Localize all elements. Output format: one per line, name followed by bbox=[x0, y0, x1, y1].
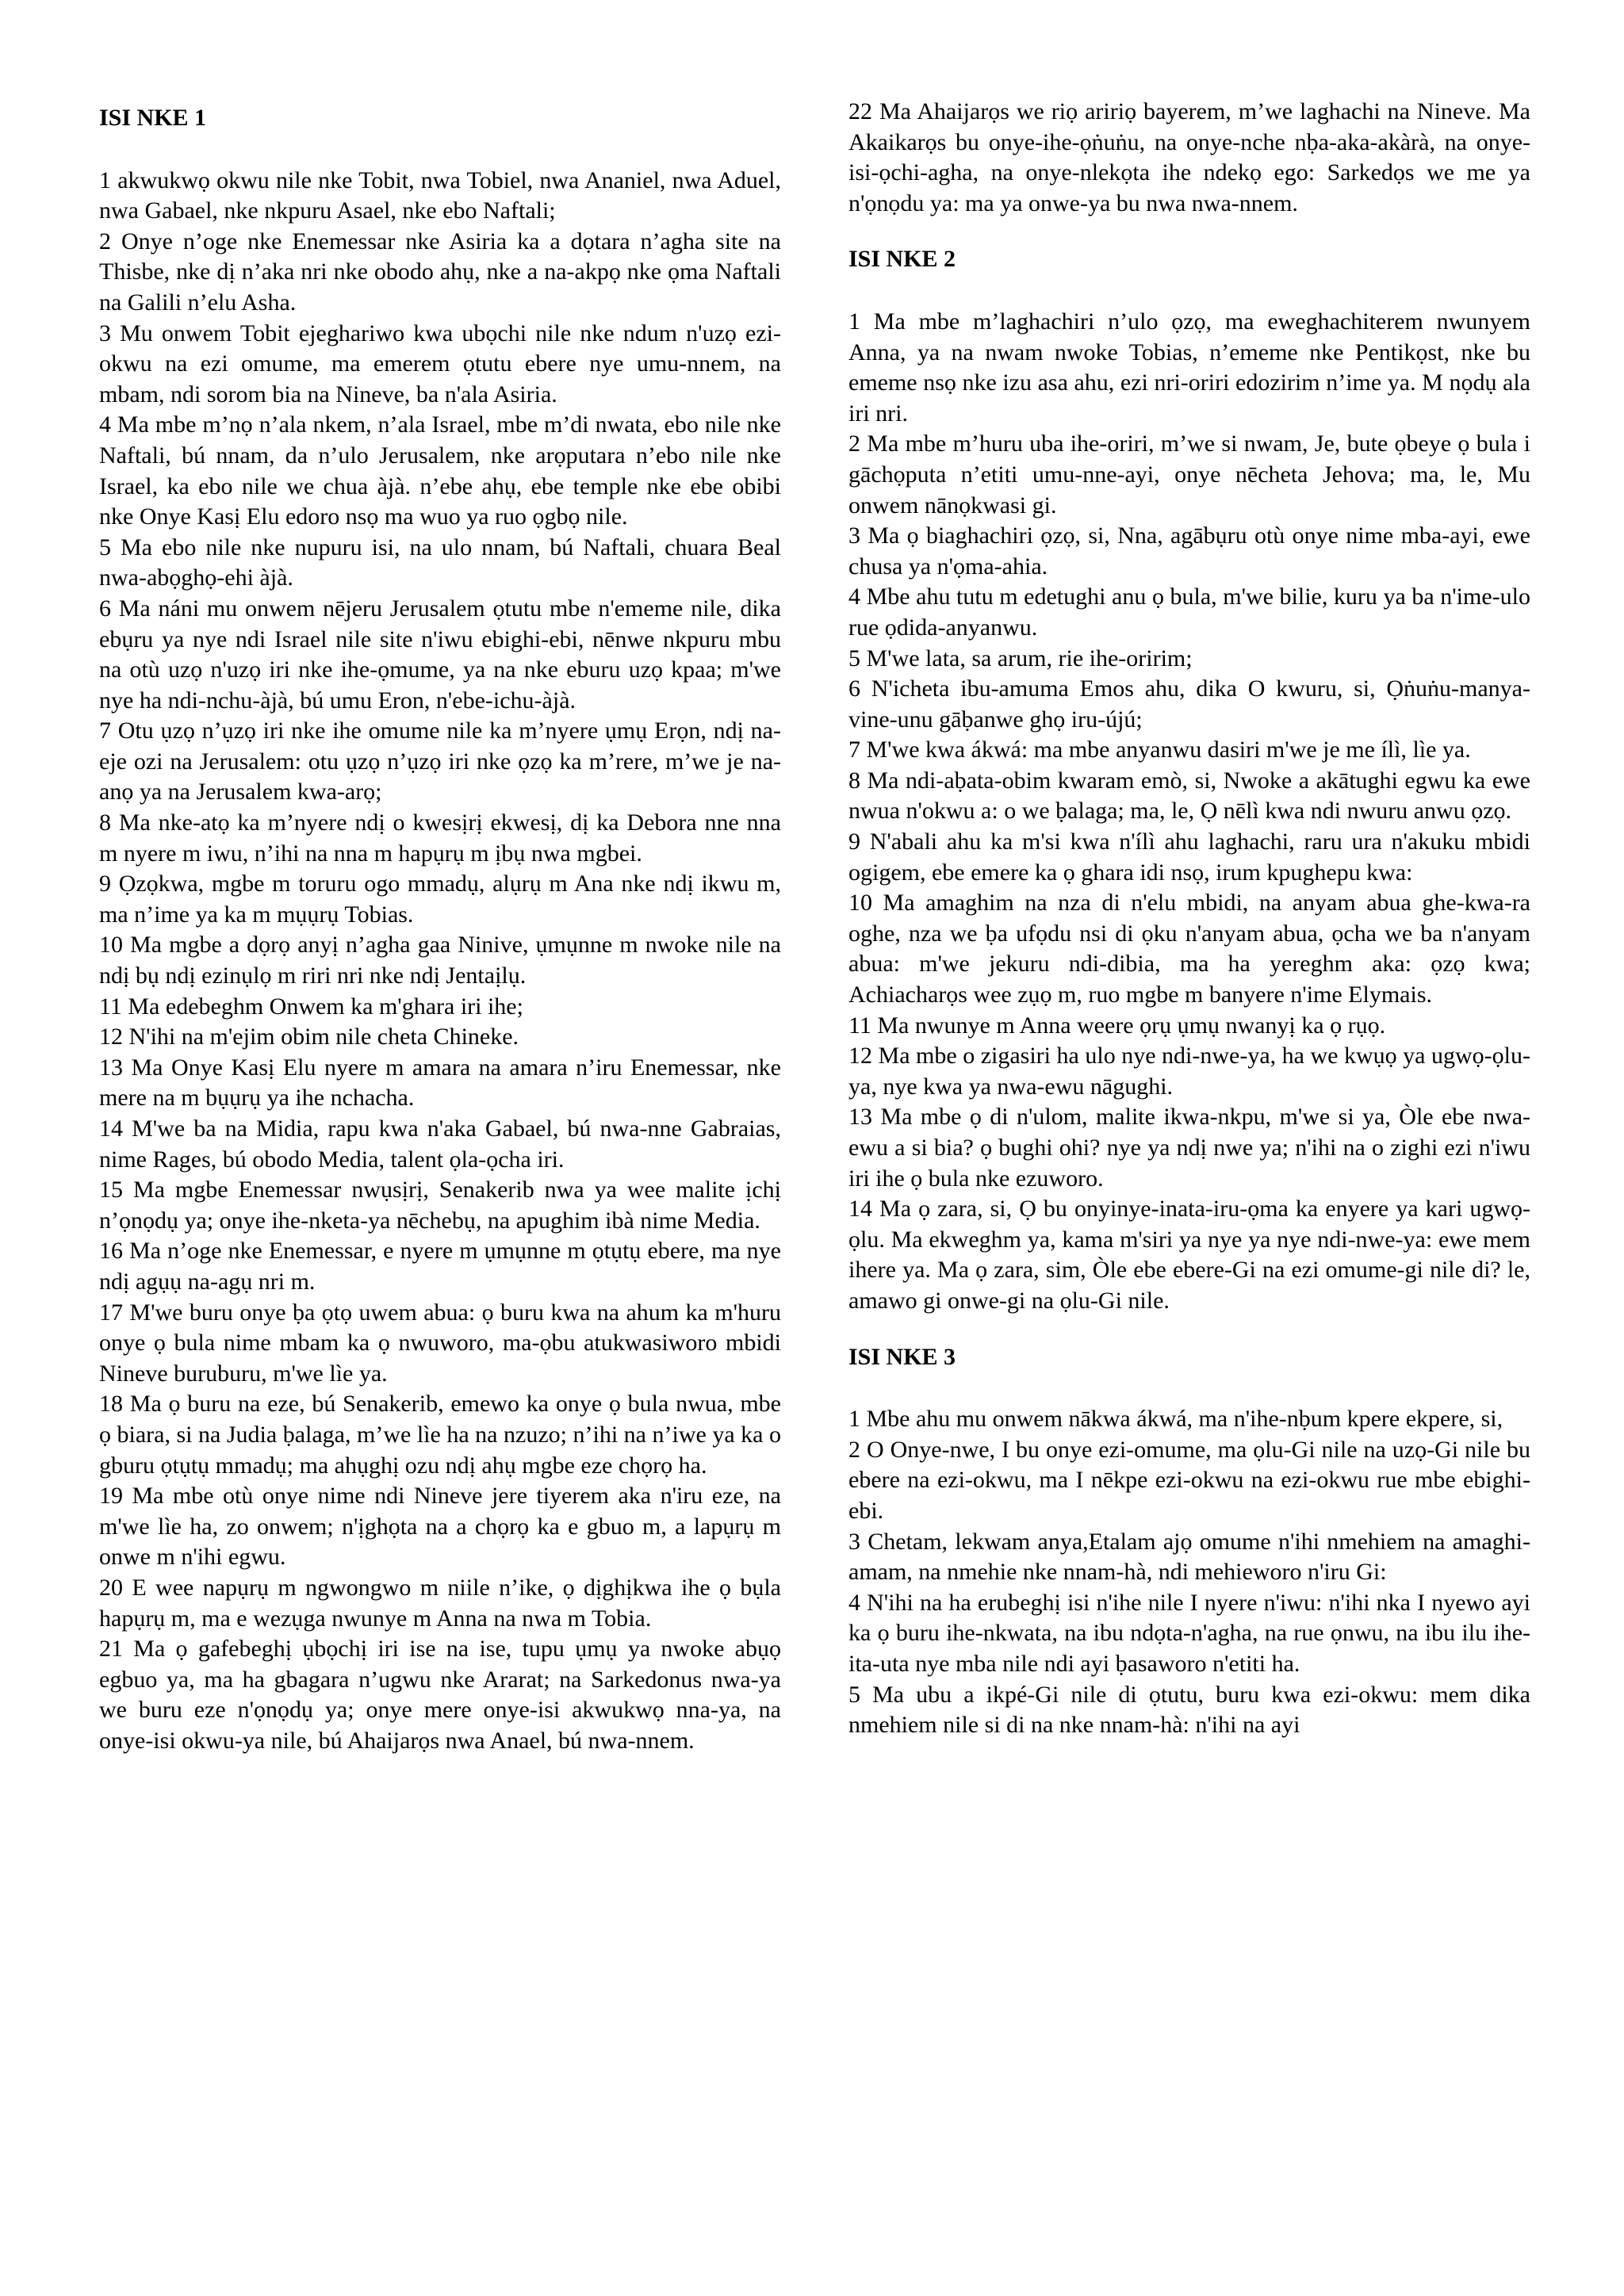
verse: 22 Ma Ahaijarọs we riọ aririọ bayerem, m’we laghachi na Nineve. Ma Akaikarọs bu onye-ihe-ọṅuṅu, na onye-nche nḅa-aka-akàrà, na onye-isi-ọchi-agha, na onye-nlekọta ihe ndekọ ego: Sarkedọs we me ya n'ọnọdu ya: ma ya onwe-ya bu nwa nwa-nnem. bbox=[848, 98, 1530, 216]
verse: 9 N'abali ahu ka m'si kwa n'ílì ahu laghachi, raru ura n'akuku mbidi ogigem, ebe emere ka ọ ghara idi nsọ, irum kpughepu kwa: bbox=[848, 828, 1530, 886]
verse: 7 M'we kwa ákwá: ma mbe anyanwu dasiri m'we je me ílì, lìe ya. bbox=[848, 737, 1471, 763]
verse: 19 Ma mbe otù onye nime ndi Nineve jere tiyerem aka n'iru eze, na m'we lìe ha, zo onwem; n'ịghọta na a chọrọ ka e gbuo m, a lapụrụ m onwe m n'ihi egwu. bbox=[99, 1483, 781, 1571]
chapter-section bbox=[848, 1342, 1530, 1741]
verse: 6 Ma náni mu onwem nējeru Jerusalem ọtutu mbe n'ememe nile, dika ebụru ya nye ndi Israel nile site n'iwu ebighi-ebi, nēnwe nkpuru mbu na otù uzọ n'uzọ iri nke ihe-ọmume, ya na nke eburu uzọ kpaa; m'we nye ha ndi-nchu-àjà, bú umu Eron, n'ebe-ichu-àjà. bbox=[99, 595, 781, 714]
verse: 13 Ma Onye Kasị Elu nyere m amara na amara n’iru Enemessar, nke mere na m bụụrụ ya ihe nchacha. bbox=[99, 1054, 781, 1112]
verse: 21 Ma ọ gafebeghị ụbọchị iri ise na ise, tupu ụmụ ya nwoke abụọ egbuo ya, ma ha gbagara n’ugwu nke Ararat; na Sarkedonus nwa-ya we buru eze n'ọnọdụ ya; onye mere onye-isi akwukwọ nna-ya, na onye-isi okwu-ya nile, bú Ahaijarọs nwa Anael, bú nwa-nnem. bbox=[99, 1636, 781, 1754]
chapter-section bbox=[848, 244, 1530, 1316]
verse: 3 Ma ọ biaghachiri ọzọ, si, Nna, agābụru otù onye nime mba-ayi, ewe chusa ya n'ọma-ahia. bbox=[848, 522, 1530, 580]
verse: 3 Chetam, lekwam anya,Etalam ajọ omume n'ihi nmehiem na amaghi-amam, na nmehie nke nnam-hà, ndi mehieworo n'iru Gi: bbox=[848, 1528, 1530, 1586]
verse: 4 N'ihi na ha erubeghị isi n'ihe nile I nyere n'iwu: n'ihi nka I nyewo ayi ka ọ buru ihe-nkwata, na ibu ndọta-n'agha, na rue ọnwu, na ibu ilu ihe-ita-uta nye mba nile ndi ayi ḅasaworo n'etiti ha. bbox=[848, 1589, 1530, 1677]
verse: 11 Ma edebeghm Onwem ka m'ghara iri ihe; bbox=[99, 993, 523, 1020]
verse: 3 Mu onwem Tobit ejeghariwo kwa ubọchi nile nke ndum n'uzọ ezi-okwu na ezi omume, ma emerem ọtutu ebere nye umu-nnem, na mbam, ndi sorom bia na Nineve, ba n'ala Asiria. bbox=[99, 320, 781, 408]
chapter-heading: ISI NKE 2 bbox=[848, 246, 956, 273]
verse: 4 Ma mbe m’nọ n’ala nkem, n’ala Israel, mbe m’di nwata, ebo nile nke Naftali, bú nnam, da n’ulo Jerusalem, nke arọputara n’ebo nile nke Israel, ka ebo nile we chua àjà. n’ebe ahụ, ebe temple nke ebe obibi nke Onye Kasị Elu edoro nsọ ma wuo ya ruo ọgbọ nile. bbox=[99, 411, 781, 530]
verse: 11 Ma nwunye m Anna weere ọrụ ụmụ nwanyị ka ọ rụọ. bbox=[848, 1012, 1386, 1039]
verse: 12 Ma mbe o zigasiri ha ulo nye ndi-nwe-ya, ha we kwụọ ya ugwọ-ọlu-ya, nye kwa ya nwa-ewu nāgughi. bbox=[848, 1043, 1530, 1100]
verse: 20 E wee napụrụ m ngwongwo m niile n’ike, ọ dịghịkwa ihe ọ bụla hapụrụ m, ma e wezụga nwunye m Anna na nwa m Tobia. bbox=[99, 1574, 781, 1632]
verse: 8 Ma nke-atọ ka m’nyere ndị o kwesịrị ekwesị, dị ka Debora nne nna m nyere m iwu, n’ihi na nna m hapụrụ m ịbụ nwa mgbei. bbox=[99, 809, 781, 867]
right-column bbox=[848, 97, 1530, 1741]
chapter-heading: ISI NKE 3 bbox=[848, 1343, 956, 1370]
verse: 1 Ma mbe m’laghachiri n’ulo ọzọ, ma eweghachiterem nwunyem Anna, ya na nwam nwoke Tobias, n’ememe nke Pentikọst, nke bu ememe nsọ nke izu asa ahu, ezi nri-oriri edozirim n’ime ya. M nọdụ ala iri nri. bbox=[848, 308, 1530, 427]
verse: 5 M'we lata, sa arum, rie ihe-oririm; bbox=[848, 645, 1193, 672]
verse: 18 Ma ọ buru na eze, bú Senakerib, emewo ka onye ọ bula nwua, mbe ọ biara, si na Judia ḅalaga, m’we lìe ha na nzuzo; n’ihi na n’iwe ya ka o gburu ọtụtụ mmadụ; ma ahụghị ozu ndị ahụ mgbe eze chọrọ ha. bbox=[99, 1391, 781, 1479]
verse: 8 Ma ndi-aḅata-obim kwaram emò, si, Nwoke a akātughi egwu ka ewe nwua n'okwu a: o we ḅalaga; ma, le, Ọ nēlì kwa ndi nwuru anwu ọzọ. bbox=[848, 767, 1530, 825]
verse: 15 Ma mgbe Enemessar nwụsịrị, Senakerib nwa ya wee malite ịchị n’ọnọdụ ya; onye ihe-nketa-ya nēchebụ, na apughim ibà nime Media. bbox=[99, 1177, 781, 1234]
chapter-sections bbox=[848, 244, 1530, 1740]
verse: 10 Ma amaghim na nza di n'elu mbidi, na anyam abua ghe-kwa-ra oghe, nza we ḅa ufọdu nsi di ọku n'anyam abua, ọcha we ba n'anyam abua: m'we jekuru ndi-dibia, ma ha yereghm aka: ọzọ kwa; Achiacharọs wee zụọ m, ruo mgbe m banyere n'ime Elymais. bbox=[848, 890, 1530, 1008]
verse: 1 akwukwọ okwu nile nke Tobit, nwa Tobiel, nwa Ananiel, nwa Aduel, nwa Gabael, nke nkpuru Asael, nke ebo Naftali; bbox=[99, 166, 781, 224]
verse: 4 Mbe ahu tutu m edetughi anu ọ bula, m'we bilie, kuru ya ba n'ime-ulo rue ọdida-anyanwu. bbox=[848, 584, 1530, 641]
verse: 14 M'we ba na Midia, rapu kwa n'aka Gabael, bú nwa-nne Gabraias, nime Rages, bú obodo Media, talent ọla-ọcha iri. bbox=[99, 1115, 781, 1173]
verse: 7 Otu ụzọ n’ụzọ iri nke ihe omume nile ka m’nyere ụmụ Erọn, ndị na-eje ozi na Jerusalem: otu ụzọ n’ụzọ iri nke ọzọ ka m’rere, m’we je na-anọ ya na Jerusalem kwa-arọ; bbox=[99, 718, 781, 806]
verse: 5 Ma ebo nile nke nupuru isi, na ulo nnam, bú Naftali, chuara Beal nwa-abọghọ-ehi àjà. bbox=[99, 534, 781, 591]
verse-list bbox=[848, 307, 1530, 1317]
verse: 12 N'ihi na m'ejim obim nile cheta Chineke. bbox=[99, 1024, 519, 1050]
verse: 17 M'we buru onye ḅa ọtọ uwem abua: ọ buru kwa na ahum ka m'huru onye ọ bula nime mbam ka ọ nwuworo, ma-ọbu atukwasiworo mbidi Nineve buruburu, m'we lìe ya. bbox=[99, 1299, 781, 1387]
verse: 1 Mbe ahu mu onwem nākwa ákwá, ma n'ihe-nḅum kpere ekpere, si, bbox=[848, 1406, 1503, 1433]
verse: 2 Onye n’oge nke Enemessar nke Asiria ka a dọtara n’agha site na Thisbe, nke dị n’aka nri nke obodo ahụ, nke a na-akpọ nke ọma Naftali na Galili n’elu Asha. bbox=[99, 228, 781, 316]
verse-list bbox=[848, 1404, 1530, 1741]
verse: 13 Ma mbe ọ di n'ulom, malite ikwa-nkpu, m'we si ya, Òle ebe nwa-ewu a si bia? ọ bughi ohi? nye ya ndị nwe ya; n'ihi na o zighi ezi n'iwu iri ihe ọ bula nke ezuworo. bbox=[848, 1104, 1530, 1192]
verse: 9 Ọzọkwa, mgbe m toruru ogo mmadụ, alụrụ m Ana nke ndị ikwu m, ma n’ime ya ka m mụụrụ Tobias. bbox=[99, 871, 781, 928]
verse: 16 Ma n’oge nke Enemessar, e nyere m ụmụnne m ọtụtụ ebere, ma nye ndị agụụ na-agụ nri m. bbox=[99, 1238, 781, 1295]
verse: 5 Ma ubu a ikpé-Gi nile di ọtutu, buru kwa ezi-okwu: mem dika nmehiem nile si di na nke nnam-hà: n'ihi na ayi bbox=[848, 1681, 1530, 1739]
verse: 14 Ma ọ zara, si, Ọ bu onyinye-inata-iru-ọma ka enyere ya kari ugwọ-ọlu. Ma ekweghm ya, kama m'siri ya nye ya nye ndi-nwe-ya: ewe mem ihere ya. Ma ọ zara, sim, Òle ebe ebere-Gi na ezi omume-gi nile di? le, amawo gi onwe-gi na ọlu-Gi nile. bbox=[848, 1196, 1530, 1314]
chapter-heading: ISI NKE 1 bbox=[99, 105, 207, 131]
verse: 2 Ma mbe m’huru uba ihe-oriri, m’we si nwam, Je, bute ọbeye ọ bula i gāchọputa n’etiti umu-nne-ayi, onye nēcheta Jehova; ma, le, Mu onwem nānọkwasi gi. bbox=[848, 430, 1530, 519]
verse: 10 Ma mgbe a dọrọ anyị n’agha gaa Ninive, ụmụnne m nwoke nile na ndị bụ ndị ezinụlọ m riri nri nke ndị Jentaịlụ. bbox=[99, 932, 781, 989]
left-column bbox=[99, 94, 781, 1756]
verse: 2 O Onye-nwe, I bu onye ezi-omume, ma ọlu-Gi nile na uzọ-Gi nile bu ebere na ezi-okwu, ma I nēkpe ezi-okwu na ezi-okwu rue mbe ebighi-ebi. bbox=[848, 1436, 1530, 1524]
verse: 6 N'icheta ibu-amuma Emos ahu, dika O kwuru, si, Ọṅuṅu-manya-vine-unu gāḅanwe ghọ iru-újú; bbox=[848, 675, 1530, 733]
verse-list bbox=[848, 97, 1530, 219]
verse-list bbox=[99, 166, 781, 1757]
